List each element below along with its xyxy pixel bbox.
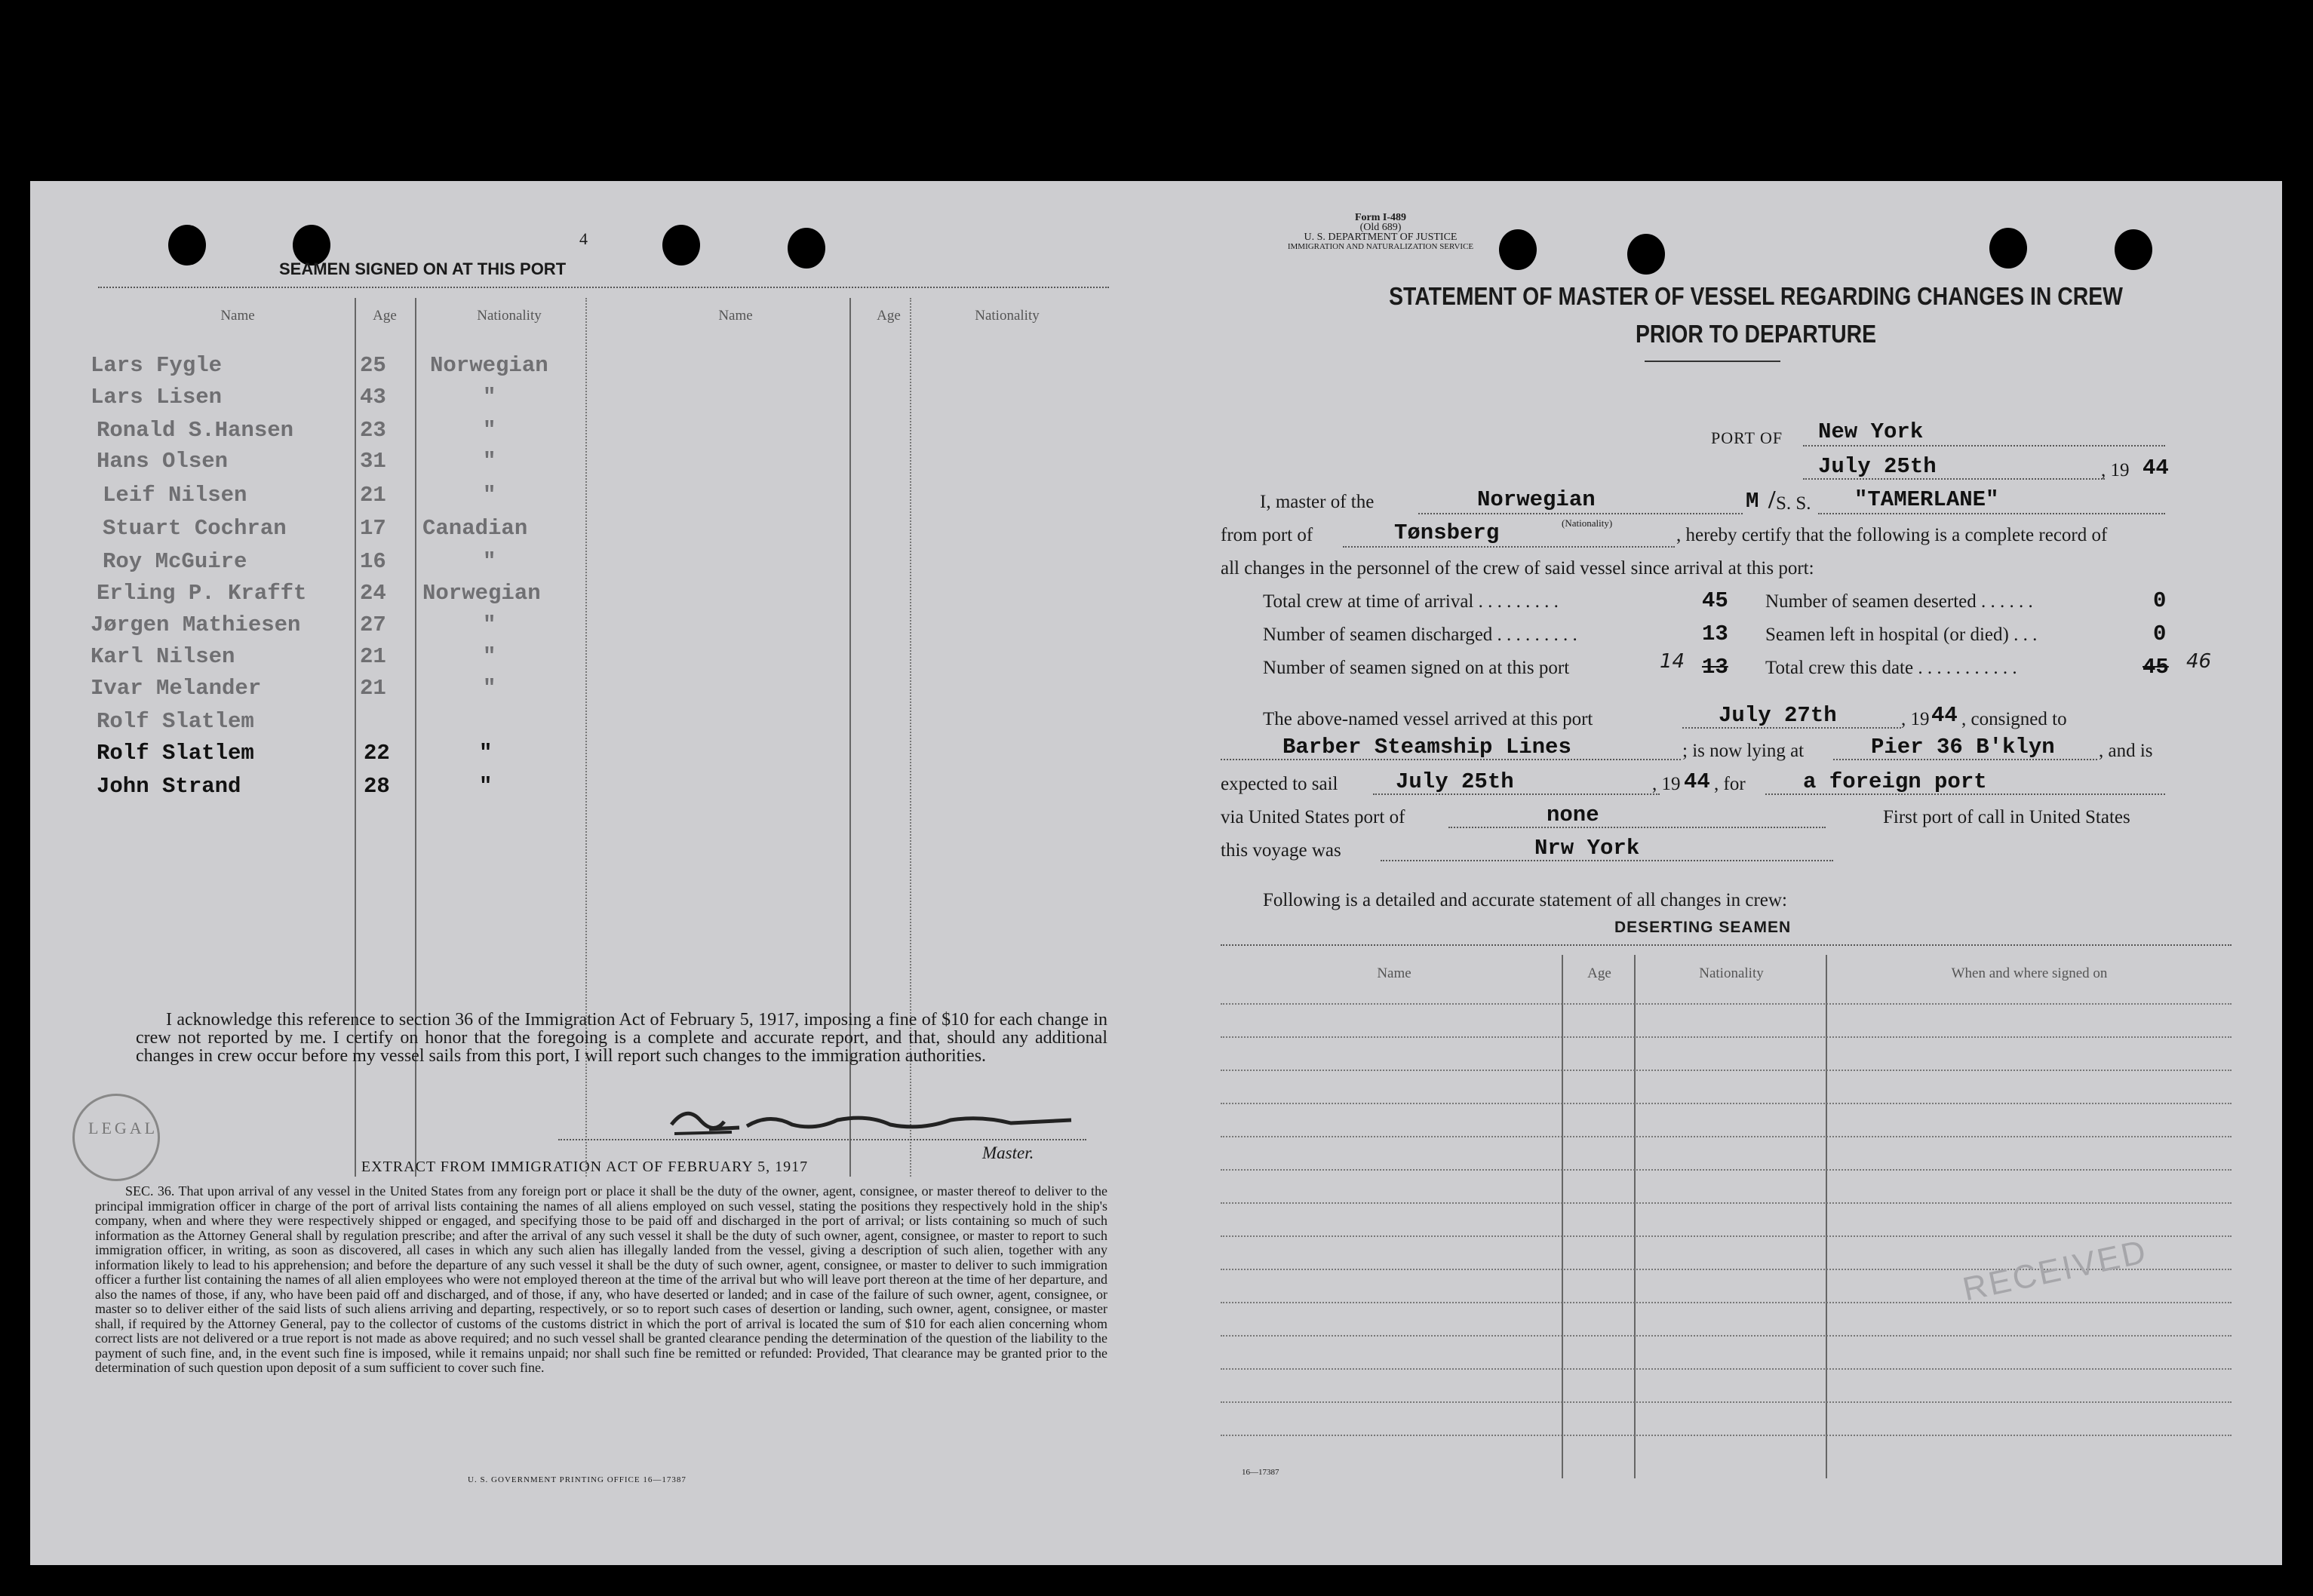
total-today-handwritten: 46 bbox=[2186, 650, 2212, 673]
arrived-year: 44 bbox=[1931, 703, 1958, 728]
title-underline bbox=[1645, 361, 1780, 362]
seaman-age: 17 bbox=[360, 516, 386, 541]
port-value: New York bbox=[1818, 419, 1924, 444]
date-value: July 25th bbox=[1818, 454, 1937, 479]
seaman-nationality: " bbox=[483, 644, 496, 669]
right-printer-imprint: 16—17387 bbox=[1242, 1468, 1279, 1477]
pier-line bbox=[1833, 759, 2097, 760]
col-header-nationality: Nationality bbox=[477, 308, 542, 324]
seaman-age: 31 bbox=[360, 449, 386, 474]
col-header-name-2: Name bbox=[718, 308, 753, 324]
arrived-year-prefix: , 19 bbox=[1901, 709, 1930, 729]
from-port-line bbox=[1343, 546, 1675, 548]
for-label: , for bbox=[1714, 774, 1746, 794]
lying-label: ; is now lying at bbox=[1682, 741, 1805, 761]
table-row bbox=[1221, 1368, 2232, 1370]
seaman-name: Ivar Melander bbox=[91, 676, 262, 701]
consigned-label: , consigned to bbox=[1961, 709, 2067, 729]
table-row bbox=[1221, 1003, 2232, 1005]
seaman-name: Hans Olsen bbox=[97, 449, 229, 474]
seaman-age: 25 bbox=[360, 353, 386, 378]
seaman-nationality: Norwegian bbox=[422, 581, 541, 606]
page-number: 4 bbox=[579, 229, 588, 248]
total-today-struck: 45 bbox=[2143, 655, 2169, 680]
destination: a foreign port bbox=[1803, 769, 1987, 794]
arrived-label: The above-named vessel arrived at this port bbox=[1263, 709, 1593, 729]
table-row bbox=[1221, 1401, 2232, 1403]
seaman-age: 21 bbox=[360, 676, 386, 701]
col-header-nationality-2: Nationality bbox=[975, 308, 1040, 324]
seaman-name: Rolf Slatlem bbox=[97, 709, 254, 734]
deserted-label: Number of seamen deserted . . . . . . bbox=[1765, 591, 2033, 612]
total-today-label: Total crew this date . . . . . . . . . . . bbox=[1765, 658, 2017, 678]
seaman-nationality: " bbox=[483, 483, 496, 508]
nationality-caption: (Nationality) bbox=[1562, 517, 1613, 529]
column-divider bbox=[1634, 955, 1636, 1478]
table-top-rule bbox=[98, 287, 1109, 288]
first-port-label: First port of call in United States bbox=[1883, 807, 2130, 827]
seaman-age: 21 bbox=[360, 644, 386, 669]
date-line bbox=[1803, 478, 2105, 480]
vessel-type-ss: S. S. bbox=[1776, 493, 1811, 514]
signed-on-handwritten: 14 bbox=[1660, 650, 1685, 673]
acknowledgment-text: I acknowledge this reference to section 36 of the Immigration Act of February 5, 1917, imposing a fine of $10 for each change in crew not reported by me. I certify on honor that the foregoing is a complete and accurate report, and that, should any additional changes in crew occur before my vessel sails from this port, I will report such changes to the immigration authorities. bbox=[136, 1010, 1107, 1066]
certify-text-2: all changes in the personnel of the crew of said vessel since arrival at this port: bbox=[1221, 558, 1814, 579]
via-label: via United States port of bbox=[1221, 807, 1405, 827]
hospital-value: 0 bbox=[2153, 622, 2167, 646]
deserting-col-nationality: Nationality bbox=[1699, 965, 1764, 981]
seaman-name: Ronald S.Hansen bbox=[97, 418, 294, 443]
port-label: PORT OF bbox=[1711, 428, 1783, 447]
seaman-age: 28 bbox=[364, 774, 390, 799]
seaman-name: Leif Nilsen bbox=[103, 483, 247, 508]
seaman-name: John Strand bbox=[97, 774, 241, 799]
total-crew-arrival-label: Total crew at time of arrival . . . . . . . . . bbox=[1263, 591, 1559, 612]
column-divider bbox=[1826, 955, 1827, 1478]
punch-hole bbox=[1989, 228, 2027, 269]
table-row bbox=[1221, 1070, 2232, 1071]
table-row bbox=[1221, 1435, 2232, 1436]
seaman-nationality: Canadian bbox=[422, 516, 528, 541]
section-title: SEAMEN SIGNED ON AT THIS PORT bbox=[279, 259, 567, 278]
deserting-top-rule bbox=[1221, 944, 2232, 946]
seaman-nationality: " bbox=[483, 418, 496, 443]
title-line-1: STATEMENT OF MASTER OF VESSEL REGARDING CHANGES IN CREW bbox=[1389, 282, 2123, 310]
via-port: none bbox=[1547, 803, 1599, 827]
seaman-nationality: " bbox=[483, 385, 496, 410]
consignee: Barber Steamship Lines bbox=[1282, 735, 1571, 760]
destination-line bbox=[1765, 793, 2165, 795]
form-title bbox=[1310, 278, 2202, 353]
seaman-name: Roy McGuire bbox=[103, 549, 247, 574]
port-line bbox=[1803, 445, 2165, 447]
year-prefix: , 19 bbox=[2101, 460, 2130, 480]
seaman-name: Jørgen Mathiesen bbox=[91, 612, 301, 637]
title-line-2: PRIOR TO DEPARTURE bbox=[1635, 320, 1877, 348]
table-row bbox=[1221, 1235, 2232, 1237]
deserting-col-signed-on: When and where signed on bbox=[1951, 965, 2108, 981]
year-value: 44 bbox=[2143, 456, 2169, 480]
master-label: Master. bbox=[982, 1143, 1034, 1162]
master-of-label: I, master of the bbox=[1260, 492, 1375, 512]
seaman-age: 23 bbox=[360, 418, 386, 443]
from-port-value: Tønsberg bbox=[1394, 520, 1500, 545]
vessel-name-line bbox=[1818, 513, 2165, 514]
signature-line bbox=[558, 1139, 1086, 1140]
discharged-label: Number of seamen discharged . . . . . . . . . bbox=[1263, 625, 1577, 645]
table-row bbox=[1221, 1136, 2232, 1137]
seaman-nationality: " bbox=[479, 741, 493, 766]
table-row bbox=[1221, 1335, 2232, 1337]
this-voyage-label: this voyage was bbox=[1221, 840, 1341, 861]
form-old-number: (Old 689) bbox=[1359, 222, 1402, 233]
consignee-line bbox=[1221, 759, 1681, 760]
following-label: Following is a detailed and accurate statement of all changes in crew: bbox=[1263, 890, 1787, 910]
seaman-age: 21 bbox=[360, 483, 386, 508]
table-row bbox=[1221, 1202, 2232, 1204]
table-row bbox=[1221, 1302, 2232, 1303]
col-header-name: Name bbox=[220, 308, 255, 324]
deserting-title: DESERTING SEAMEN bbox=[1614, 919, 1792, 936]
first-port-line bbox=[1381, 860, 1833, 861]
table-row bbox=[1221, 1103, 2232, 1104]
slash-mark: / bbox=[1768, 486, 1776, 514]
seaman-nationality: " bbox=[479, 774, 493, 799]
vessel-type-m: M bbox=[1746, 489, 1759, 514]
extract-title: EXTRACT FROM IMMIGRATION ACT OF FEBRUARY 5, 1917 bbox=[361, 1159, 809, 1175]
table-row bbox=[1221, 1169, 2232, 1171]
seaman-age: 24 bbox=[360, 581, 386, 606]
deserting-col-age: Age bbox=[1587, 965, 1611, 981]
seaman-name: Karl Nilsen bbox=[91, 644, 235, 669]
nationality-line bbox=[1418, 513, 1743, 514]
total-crew-arrival-value: 45 bbox=[1702, 588, 1728, 613]
sail-date: July 25th bbox=[1396, 769, 1514, 794]
master-signature bbox=[664, 1097, 1086, 1143]
deserted-value: 0 bbox=[2153, 588, 2167, 613]
signed-on-label: Number of seamen signed on at this port bbox=[1263, 658, 1570, 678]
hospital-label: Seamen left in hospital (or died) . . . bbox=[1765, 625, 2038, 645]
from-port-label: from port of bbox=[1221, 525, 1313, 545]
seaman-name: Lars Fygle bbox=[91, 353, 223, 378]
vessel-nationality: Norwegian bbox=[1477, 487, 1596, 512]
sail-date-line bbox=[1373, 793, 1660, 795]
arrived-date: July 27th bbox=[1719, 703, 1837, 728]
arrived-line bbox=[1682, 727, 1901, 729]
extract-text: SEC. 36. That upon arrival of any vessel in the United States from any foreign port or place it shall be the duty of the owner, agent, consignee, or master thereof to deliver to the principal immigration officer in charge of the port of arrival lists containing the names of all aliens employed on such vessel, stating the positions they respectively hold in the ship's company, when and where they were respectively shipped or engaged, and specifying those to be paid off and discharged in the port of arrival; or lists containing so much of such information as the Attorney General shall by regulation prescribe; and after the arrival of any such vessel it shall be the duty of such owner, agent, consignee, or master to report to such immigration officer, in writing, as soon as discovered, all cases in which any such alien has illegally landed from the vessel, giving a description of such alien, together with any information likely to lead to his apprehension; and before the departure of any such vessel it shall be the duty of such owner, agent, consignee, or master to deliver to such immigration officer a further list containing the names of all alien employees who were not employed thereon at the time of the arrival but who will leave port thereon at the time of her departure, and also the names of those, if any, who have been paid off and discharged, and of those, if any, who have deserted or landed; and in case of the failure of such owner, agent, consignee, or master so to deliver either of the said lists of such aliens arriving and departing, respectively, or so to report such cases of desertion or landing, such owner, agent, consignee, or master shall, if required by the Attorney General, pay to the collector of customs of the customs district in which the port of arrival is located the sum of $10 for each alien concerning whom correct lists are not delivered or a true report is not made as above required; and no such vessel shall be granted clearance pending the determination of the question of the liability to the payment of such fine, and, in the event such fine is imposed, while it remains unpaid; nor shall such fine be remitted or refunded: Provided, That clearance may be granted prior to the determination of such question upon deposit of a sum sufficient to cover such fine. bbox=[95, 1183, 1107, 1375]
first-port-value: Nrw York bbox=[1534, 836, 1640, 861]
seaman-nationality: " bbox=[483, 549, 496, 574]
signed-on-struck: 13 bbox=[1702, 655, 1728, 680]
seaman-age: 27 bbox=[360, 612, 386, 637]
punch-hole bbox=[2115, 229, 2152, 270]
col-header-age: Age bbox=[373, 308, 397, 324]
expected-label: expected to sail bbox=[1221, 774, 1338, 794]
seaman-nationality: " bbox=[483, 449, 496, 474]
form-header bbox=[1252, 213, 1509, 252]
seaman-name: Rolf Slatlem bbox=[97, 741, 254, 766]
punch-hole bbox=[1627, 234, 1665, 275]
certify-text: , hereby certify that the following is a complete record of bbox=[1676, 525, 2108, 545]
seaman-name: Erling P. Krafft bbox=[97, 581, 307, 606]
seaman-age: 16 bbox=[360, 549, 386, 574]
seaman-name: Lars Lisen bbox=[91, 385, 223, 410]
seaman-nationality: " bbox=[483, 612, 496, 637]
stamp-text: LEGAL bbox=[88, 1119, 158, 1137]
column-divider bbox=[1562, 955, 1563, 1478]
table-row bbox=[1221, 1036, 2232, 1038]
seaman-nationality: Norwegian bbox=[430, 353, 548, 378]
seaman-name: Stuart Cochran bbox=[103, 516, 287, 541]
form-number: Form I-489 bbox=[1354, 212, 1407, 223]
pier: Pier 36 B'klyn bbox=[1871, 735, 2055, 760]
vessel-name: "TAMERLANE" bbox=[1854, 487, 1999, 512]
col-header-age-2: Age bbox=[877, 308, 901, 324]
service: IMMIGRATION AND NATURALIZATION SERVICE bbox=[1287, 242, 1474, 251]
discharged-value: 13 bbox=[1702, 622, 1728, 646]
punch-hole bbox=[168, 225, 206, 265]
seaman-nationality: " bbox=[483, 676, 496, 701]
deserting-col-name: Name bbox=[1377, 965, 1411, 981]
seaman-age: 43 bbox=[360, 385, 386, 410]
punch-hole bbox=[788, 228, 825, 269]
received-stamp: RECEIVED bbox=[1959, 1232, 2152, 1309]
department: U. S. DEPARTMENT OF JUSTICE bbox=[1304, 232, 1458, 243]
sail-year-prefix: , 19 bbox=[1652, 774, 1681, 794]
sail-year: 44 bbox=[1684, 769, 1710, 794]
document-sheet bbox=[30, 181, 2282, 1565]
and-is-label: , and is bbox=[2099, 741, 2153, 761]
punch-hole bbox=[662, 225, 700, 265]
printer-imprint: U. S. GOVERNMENT PRINTING OFFICE 16—17387 bbox=[468, 1475, 687, 1484]
via-port-line bbox=[1448, 827, 1826, 828]
seaman-age: 22 bbox=[364, 741, 390, 766]
